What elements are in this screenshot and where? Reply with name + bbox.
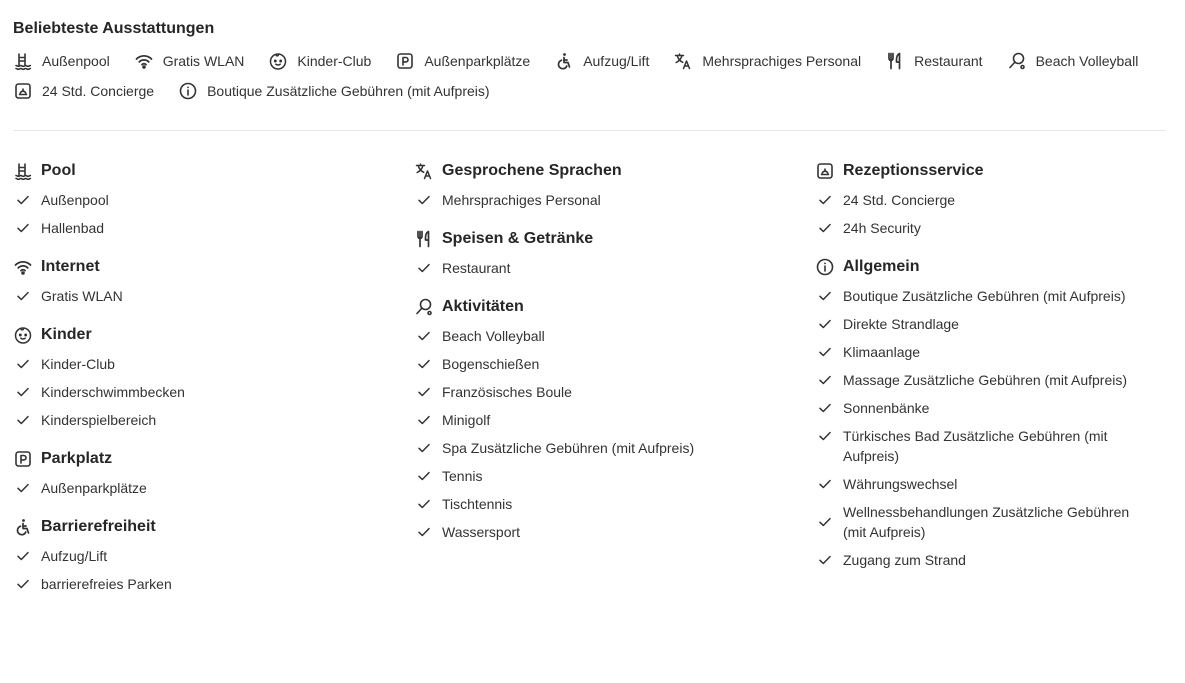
amenity-group-title: Speisen & Getränke	[442, 230, 594, 247]
amenity-list-item	[13, 382, 404, 402]
amenity-label: Spa Zusätzliche Gebühren (mit Aufpreis)	[442, 440, 695, 456]
amenity-list-item	[414, 382, 805, 402]
amenity-list-item	[815, 398, 1155, 418]
amenity-list-item	[13, 574, 404, 594]
amenity-list-item	[815, 190, 1155, 210]
amenity-group-title: Aktivitäten	[442, 298, 524, 315]
amenity-label: Aufzug/Lift	[41, 548, 108, 564]
amenity-list-item	[414, 466, 805, 486]
amenity-list-item	[13, 286, 404, 306]
cutlery-icon	[414, 229, 434, 249]
amenity-list-item	[815, 550, 1155, 570]
amenity-list-item	[815, 314, 1155, 334]
amenity-group	[414, 228, 805, 278]
amenity-group-title: Rezeptionsservice	[843, 162, 984, 179]
check-icon	[815, 370, 835, 390]
amenity-list	[414, 326, 805, 542]
activity-icon	[414, 297, 434, 317]
popular-amenity-label: Mehrsprachiges Personal	[702, 53, 862, 69]
child-icon	[268, 51, 288, 71]
pool-icon	[13, 51, 33, 71]
amenity-label: Wellnessbehandlungen Zusätzliche Gebühren (mit Aufpreis)	[843, 504, 1130, 540]
amenity-label: Kinderschwimmbecken	[41, 384, 185, 400]
amenity-label: Kinder-Club	[41, 356, 115, 372]
amenity-label: Türkisches Bad Zusätzliche Gebühren (mit Aufpreis)	[843, 428, 1108, 464]
wifi-icon	[13, 257, 33, 277]
amenity-list-item	[414, 410, 805, 430]
check-icon	[815, 474, 835, 494]
amenity-list-item	[414, 494, 805, 514]
amenity-list-item	[414, 258, 805, 278]
amenity-group	[13, 516, 404, 594]
popular-amenity-label: 24 Std. Concierge	[42, 83, 155, 99]
amenity-group-header	[13, 324, 404, 346]
popular-amenities-list	[13, 51, 1163, 101]
amenity-group-title: Allgemein	[843, 258, 920, 275]
popular-amenity-label: Boutique Zusätzliche Gebühren (mit Aufpreis)	[207, 83, 490, 99]
amenity-group	[414, 160, 805, 210]
amenity-group-header	[13, 256, 404, 278]
check-icon	[13, 218, 33, 238]
check-icon	[815, 218, 835, 238]
amenity-group-title: Barrierefreiheit	[41, 518, 156, 535]
amenity-label: Beach Volleyball	[442, 328, 545, 344]
amenity-group-title: Pool	[41, 162, 76, 179]
check-icon	[815, 550, 835, 570]
check-icon	[13, 546, 33, 566]
popular-amenity-item	[13, 81, 154, 101]
amenity-label: Bogenschießen	[442, 356, 540, 372]
popular-amenity-label: Außenpool	[42, 53, 110, 69]
wifi-icon	[134, 51, 154, 71]
amenity-list-item	[414, 354, 805, 374]
info-icon	[815, 257, 835, 277]
amenity-column	[13, 160, 414, 612]
check-icon	[414, 438, 434, 458]
amenity-group-header	[13, 516, 404, 538]
amenity-list-item	[815, 502, 1155, 542]
amenity-label: Direkte Strandlage	[843, 316, 959, 332]
amenity-group	[13, 160, 404, 238]
amenity-categories	[13, 160, 1173, 612]
amenity-list	[414, 190, 805, 210]
amenity-label: Mehrsprachiges Personal	[442, 192, 601, 208]
amenity-list	[815, 286, 1155, 570]
amenity-group	[815, 160, 1155, 238]
amenity-list-item	[13, 546, 404, 566]
check-icon	[13, 478, 33, 498]
amenity-label: Hallenbad	[41, 220, 105, 236]
amenity-list-item	[815, 286, 1155, 306]
amenity-label: Tischtennis	[442, 496, 513, 512]
amenity-label: Außenparkplätze	[41, 480, 147, 496]
check-icon	[815, 286, 835, 306]
popular-amenity-label: Kinder-Club	[297, 53, 372, 69]
amenity-group-header	[13, 160, 404, 182]
accessibility-icon	[13, 517, 33, 537]
amenity-group-header	[414, 296, 805, 318]
amenity-group-title: Internet	[41, 258, 100, 275]
check-icon	[815, 426, 835, 446]
accessibility-icon	[554, 51, 574, 71]
amenity-list-item	[414, 522, 805, 542]
amenity-group-title: Parkplatz	[41, 450, 113, 467]
amenity-list-item	[815, 474, 1155, 494]
pool-icon	[13, 161, 33, 181]
parking-icon	[13, 449, 33, 469]
reception-icon	[13, 81, 33, 101]
amenity-group-header	[13, 448, 404, 470]
amenity-label: Wassersport	[442, 524, 521, 540]
amenity-group	[414, 296, 805, 542]
amenity-group-title: Gesprochene Sprachen	[442, 162, 622, 179]
amenity-label: Zugang zum Strand	[843, 552, 966, 568]
amenity-label: Tennis	[442, 468, 483, 484]
translate-icon	[414, 161, 434, 181]
amenity-list-item	[414, 326, 805, 346]
check-icon	[414, 326, 434, 346]
check-icon	[815, 190, 835, 210]
amenity-list-item	[414, 190, 805, 210]
check-icon	[815, 512, 835, 532]
amenity-list-item	[815, 342, 1155, 362]
popular-amenity-item	[554, 51, 649, 71]
popular-amenity-label: Gratis WLAN	[162, 53, 245, 69]
reception-icon	[815, 161, 835, 181]
amenity-group	[13, 448, 404, 498]
check-icon	[13, 574, 33, 594]
amenity-column	[414, 160, 815, 612]
amenity-label: barrierefreies Parken	[41, 576, 172, 592]
popular-amenity-item	[395, 51, 530, 71]
amenity-list-item	[13, 354, 404, 374]
amenity-group-title: Kinder	[41, 326, 92, 343]
popular-amenity-item	[673, 51, 861, 71]
activity-icon	[1007, 51, 1027, 71]
amenity-group-header	[414, 160, 805, 182]
amenity-list-item	[13, 190, 404, 210]
amenity-label: Gratis WLAN	[41, 288, 123, 304]
amenity-label: Klimaanlage	[843, 344, 921, 360]
check-icon	[13, 410, 33, 430]
check-icon	[815, 342, 835, 362]
cutlery-icon	[885, 51, 905, 71]
check-icon	[414, 190, 434, 210]
amenity-label: Währungswechsel	[843, 476, 958, 492]
popular-amenity-label: Außenparkplätze	[424, 53, 531, 69]
popular-amenity-item	[885, 51, 982, 71]
info-icon	[178, 81, 198, 101]
amenity-list-item	[13, 410, 404, 430]
amenity-label: Französisches Boule	[442, 384, 572, 400]
amenity-list-item	[13, 218, 404, 238]
amenity-list	[13, 478, 404, 498]
parking-icon	[395, 51, 415, 71]
amenity-label: Restaurant	[442, 260, 511, 276]
amenity-label: Kinderspielbereich	[41, 412, 157, 428]
popular-amenity-item	[134, 51, 245, 71]
amenity-group	[13, 256, 404, 306]
check-icon	[414, 410, 434, 430]
check-icon	[414, 382, 434, 402]
amenity-list	[13, 354, 404, 430]
popular-amenity-label: Restaurant	[914, 53, 983, 69]
popular-amenity-label: Beach Volleyball	[1035, 53, 1139, 69]
amenity-label: Massage Zusätzliche Gebühren (mit Aufpreis)	[843, 372, 1128, 388]
amenity-group-header	[414, 228, 805, 250]
amenity-list	[815, 190, 1155, 238]
amenity-list	[13, 546, 404, 594]
amenity-list	[414, 258, 805, 278]
amenity-list-item	[815, 426, 1155, 466]
amenity-label: Sonnenbänke	[843, 400, 930, 416]
amenity-list-item	[13, 478, 404, 498]
amenity-label: Außenpool	[41, 192, 109, 208]
check-icon	[13, 354, 33, 374]
check-icon	[414, 258, 434, 278]
check-icon	[13, 382, 33, 402]
popular-amenity-item	[178, 81, 489, 101]
child-icon	[13, 325, 33, 345]
amenity-column	[815, 160, 1165, 612]
popular-amenity-item	[13, 51, 110, 71]
amenity-label: 24 Std. Concierge	[843, 192, 956, 208]
amenity-list	[13, 286, 404, 306]
check-icon	[13, 286, 33, 306]
amenity-list-item	[815, 218, 1155, 238]
check-icon	[815, 314, 835, 334]
popular-amenity-item	[1007, 51, 1139, 71]
check-icon	[414, 354, 434, 374]
check-icon	[414, 522, 434, 542]
amenity-list-item	[815, 370, 1155, 390]
check-icon	[414, 466, 434, 486]
amenity-list	[13, 190, 404, 238]
translate-icon	[673, 51, 693, 71]
amenity-list-item	[414, 438, 805, 458]
amenity-group-header	[815, 160, 1155, 182]
check-icon	[414, 494, 434, 514]
amenity-label: 24h Security	[843, 220, 921, 236]
popular-amenity-item	[268, 51, 371, 71]
check-icon	[13, 190, 33, 210]
amenity-group	[13, 324, 404, 430]
popular-amenities-title: Beliebteste Ausstattungen	[13, 20, 215, 37]
amenity-label: Boutique Zusätzliche Gebühren (mit Aufpreis)	[843, 288, 1126, 304]
check-icon	[815, 398, 835, 418]
amenity-label: Minigolf	[442, 412, 491, 428]
amenity-group-header	[815, 256, 1155, 278]
divider	[13, 130, 1165, 131]
amenity-group	[815, 256, 1155, 570]
popular-amenity-label: Aufzug/Lift	[583, 53, 650, 69]
